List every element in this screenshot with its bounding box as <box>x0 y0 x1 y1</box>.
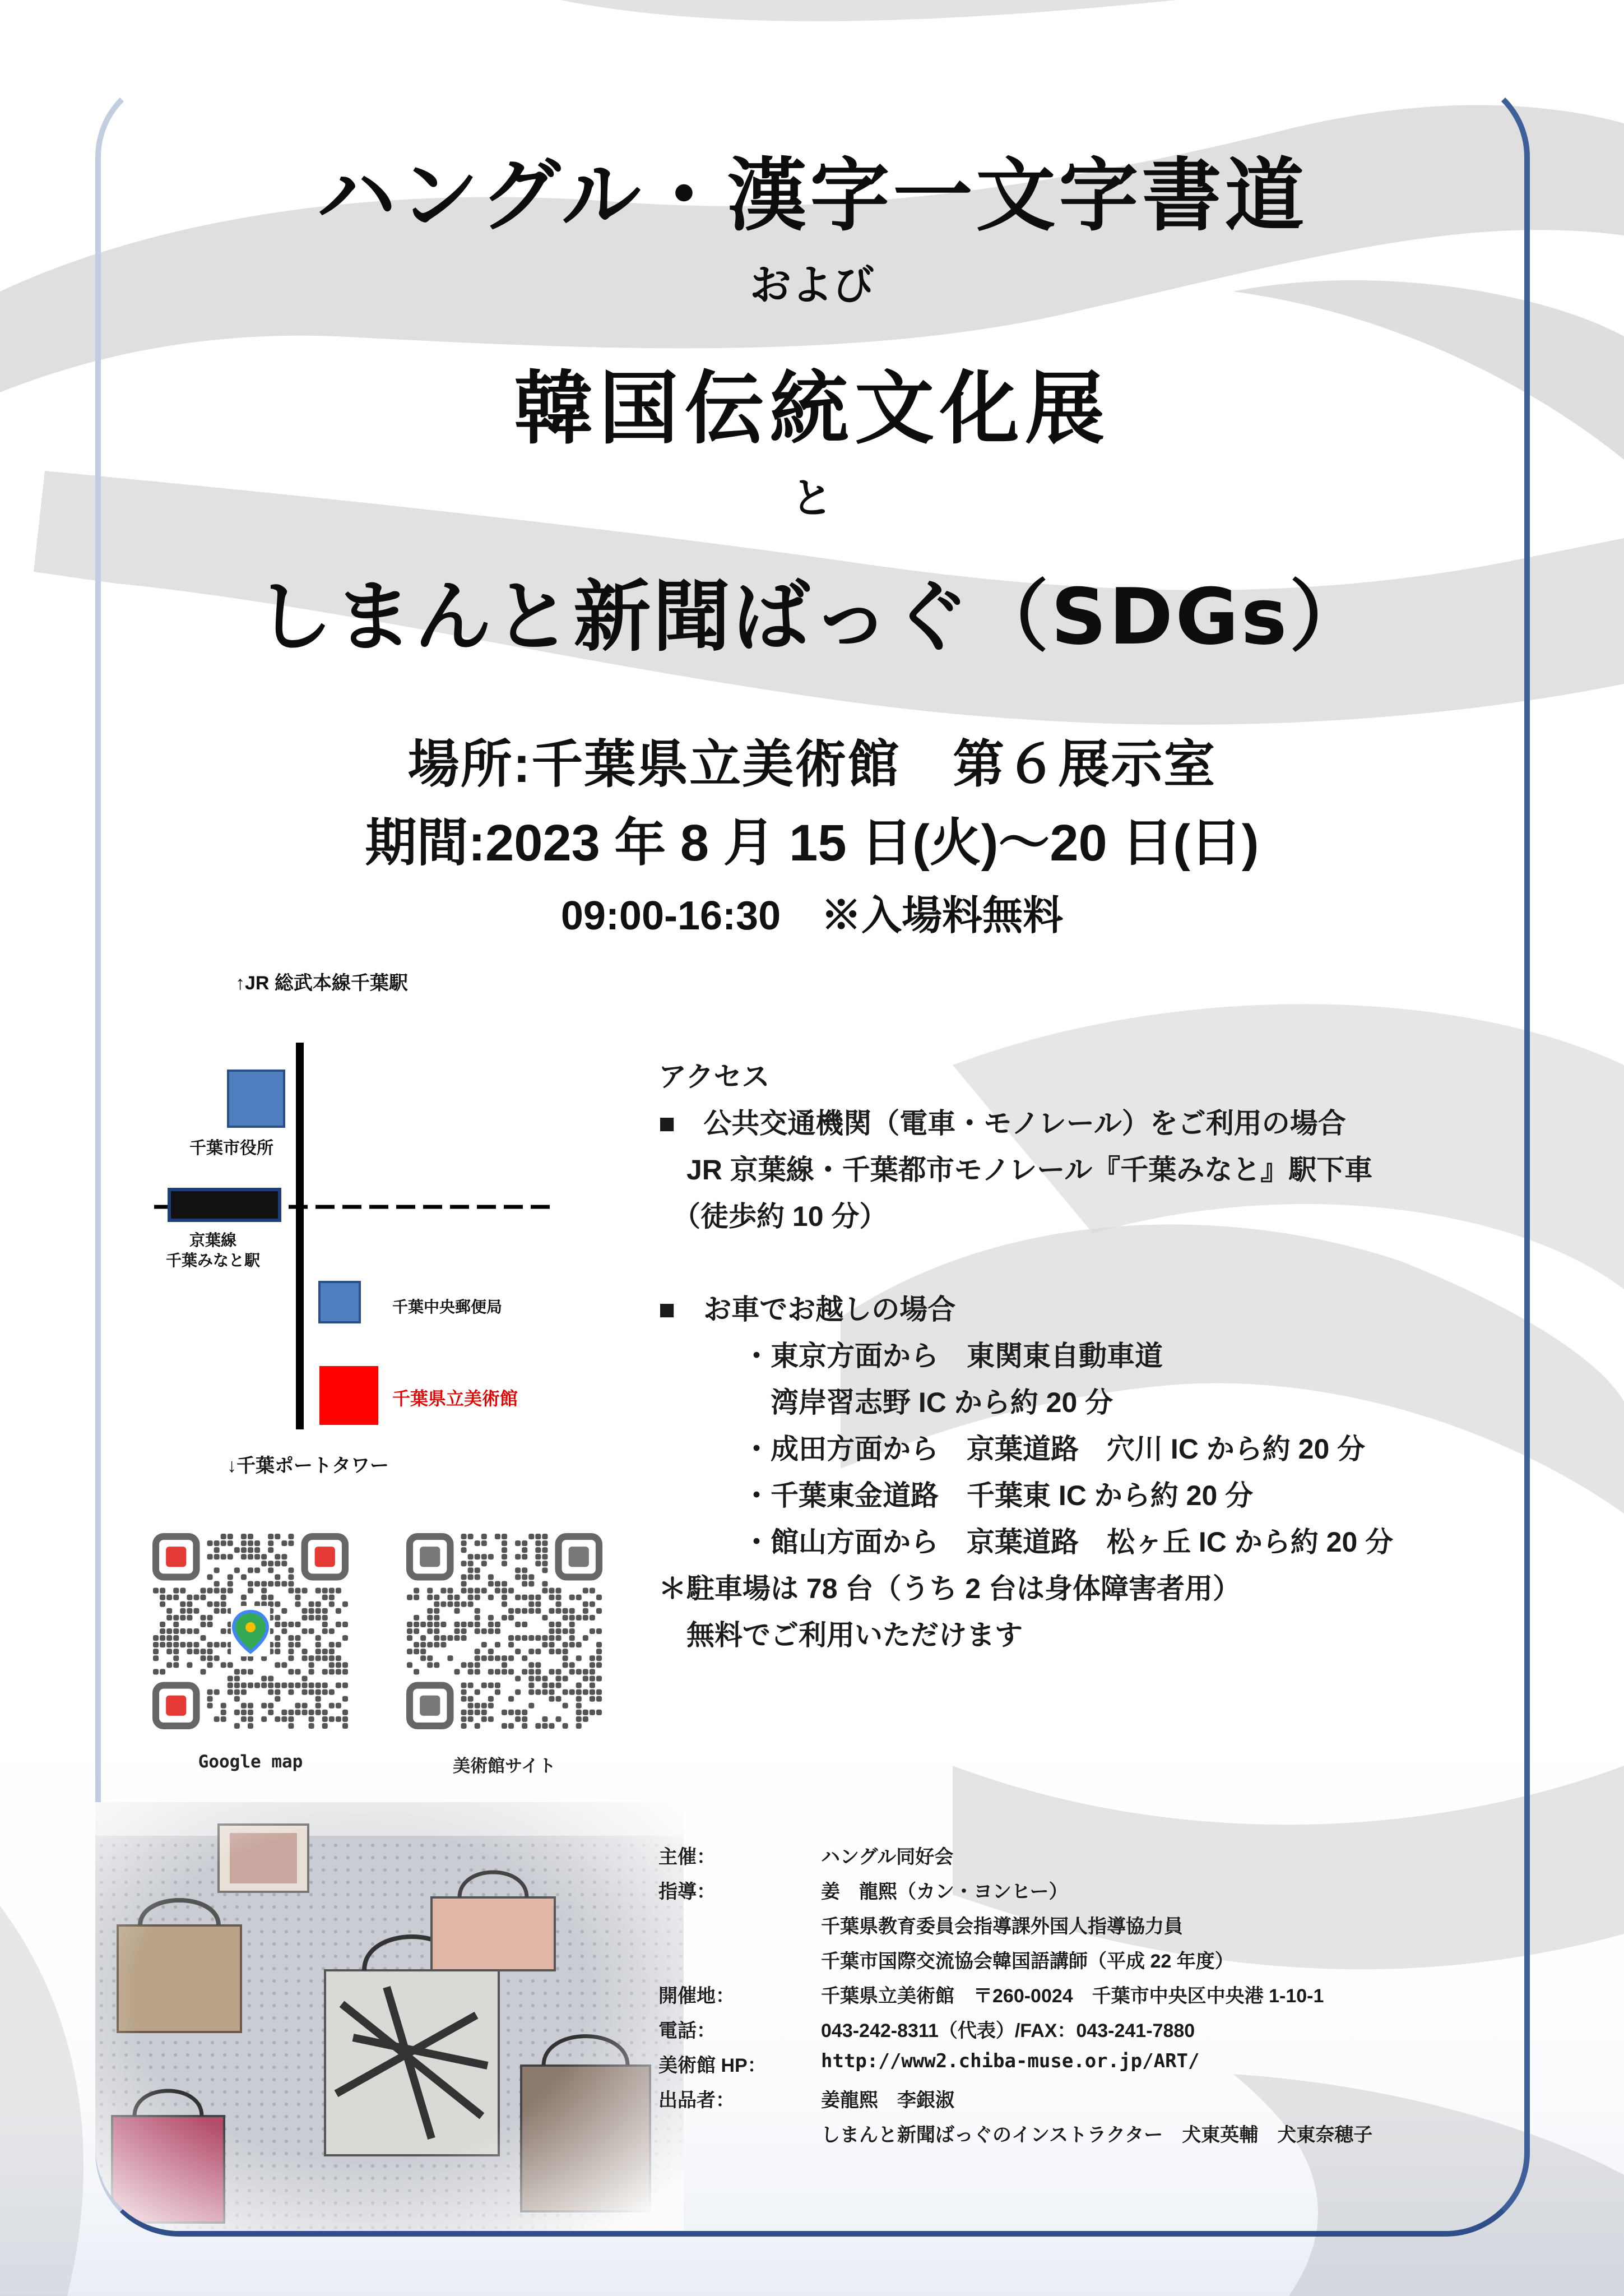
event-period: 期間:2023 年 8 月 15 日(火)～20 日(日) <box>365 814 1259 872</box>
google-map-qr-code[interactable] <box>152 1533 349 1729</box>
credit-value: 千葉県立美術館 〒260-0024 千葉市中央区中央港 1-10-1 <box>821 1985 1324 2007</box>
access-line: ・東京方面から 東関東自動車道 <box>658 1340 1163 1372</box>
museum-site-qr-label: 美術館サイト <box>453 1756 556 1776</box>
exhibit-photo <box>95 1802 684 2231</box>
title-line-1: ハングル・漢字一文字書道 <box>316 149 1308 242</box>
credit-key: 電話： <box>658 2020 716 2042</box>
access-line: ■ 公共交通機関（電車・モノレール）をご利用の場合 <box>658 1108 1346 1139</box>
event-hours: 09:00-16:30 ※入場料無料 <box>560 894 1064 938</box>
credit-value: しまんと新聞ばっぐのインストラクター 犬東英輔 犬東奈穂子 <box>821 2124 1373 2146</box>
map-station-label <box>157 1230 269 1271</box>
map-city-hall-label: 千葉市役所 <box>189 1139 273 1158</box>
title-line-2: および <box>750 261 874 309</box>
map-station-line: 京葉線 <box>189 1232 236 1249</box>
credit-key: 指導： <box>658 1881 716 1902</box>
access-line: （徒歩約 10 分） <box>658 1201 888 1232</box>
credit-key: 開催地： <box>658 1985 735 2007</box>
access-line: JR 京葉線・千葉都市モノレール『千葉みなと』駅下車 <box>658 1154 1373 1186</box>
credit-website-link[interactable]: http://www2.chiba-muse.or.jp/ART/ <box>821 2050 1200 2072</box>
access-line: ・千葉東金道路 千葉東 IC から約 20 分 <box>658 1480 1254 1511</box>
qr-finder-pattern <box>559 1536 599 1577</box>
qr-finder-pattern <box>156 1686 196 1726</box>
map-north-label: ↑JR 総武本線千葉駅 <box>235 973 408 994</box>
credit-key: 美術館 HP： <box>658 2055 767 2076</box>
access-line: 無料でご利用いただけます <box>658 1619 1023 1651</box>
credit-value: 姜 龍熙（カン・ヨンヒー） <box>821 1881 1068 1902</box>
access-heading: アクセス <box>658 1061 770 1093</box>
access-line-blank <box>658 1240 1393 1286</box>
access-line: ■ お車でお越しの場合 <box>658 1294 956 1325</box>
title-line-3: 韓国伝統文化展 <box>514 362 1110 455</box>
event-place: 場所:千葉県立美術館 第６展示室 <box>407 736 1217 793</box>
access-line: ・館山方面から 京葉道路 松ヶ丘 IC から約 20 分 <box>658 1526 1394 1558</box>
title-line-4: と <box>791 474 833 522</box>
access-line: ・成田方面から 京葉道路 穴川 IC から約 20 分 <box>658 1433 1366 1465</box>
map-museum-label: 千葉県立美術館 <box>392 1388 518 1409</box>
credit-value: 043-242-8311（代表）/FAX：043-241-7880 <box>821 2020 1195 2042</box>
google-map-qr-label: Google map <box>198 1752 303 1772</box>
access-line: ＊駐車場は 78 台（うち 2 台は身体障害者用） <box>658 1573 1241 1604</box>
credit-key: 主催： <box>658 1846 716 1868</box>
title-line-5: しまんと新聞ばっぐ（SDGs） <box>255 572 1369 662</box>
credit-key: 出品者： <box>658 2090 735 2111</box>
qr-finder-pattern <box>156 1536 196 1577</box>
credit-value: 千葉市国際交流協会韓国語講師（平成 22 年度） <box>821 1951 1234 1972</box>
map-post-office-label: 千葉中央郵便局 <box>392 1298 503 1316</box>
museum-site-qr-code[interactable] <box>406 1533 602 1729</box>
qr-finder-pattern <box>410 1536 450 1577</box>
map-pin-icon <box>231 1606 270 1656</box>
credit-value: ハングル同好会 <box>821 1846 954 1868</box>
qr-finder-pattern <box>305 1536 345 1577</box>
access-section <box>658 1054 1393 1659</box>
credit-value: 姜龍熙 李銀淑 <box>821 2090 954 2111</box>
credit-value: 千葉県教育委員会指導課外国人指導協力員 <box>821 1916 1183 1937</box>
qr-finder-pattern <box>410 1686 450 1726</box>
map-station-name: 千葉みなと駅 <box>165 1252 260 1269</box>
map-south-label: ↓千葉ポートタワー <box>227 1455 389 1476</box>
access-line: 湾岸習志野 IC から約 20 分 <box>658 1387 1113 1418</box>
